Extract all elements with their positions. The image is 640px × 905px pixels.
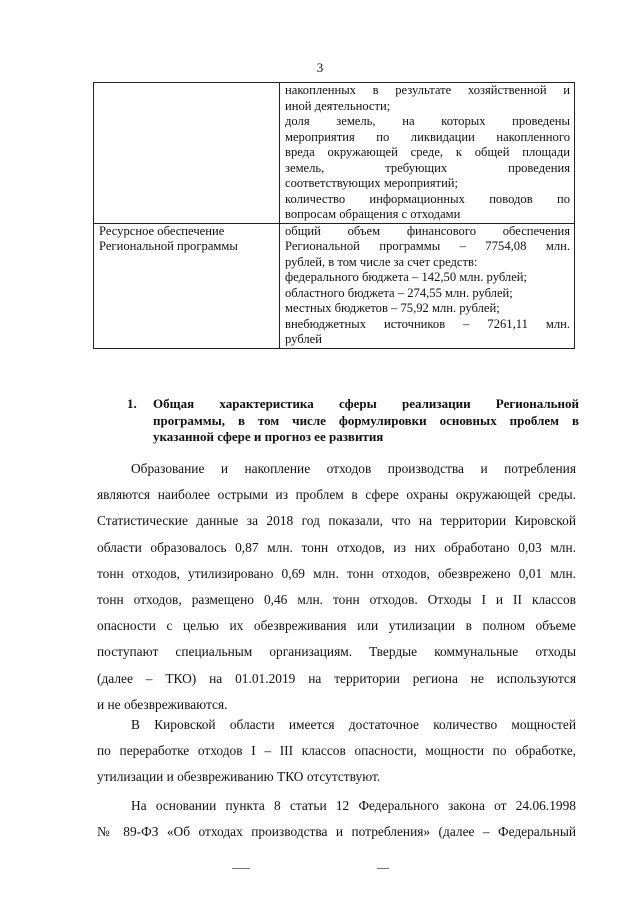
paragraph-line: тонн отходов, размещено 0,46 млн. тонн отходов. Отходы I и II классов	[97, 592, 576, 608]
table-row	[94, 83, 575, 224]
paragraph-line: Статистические данные за 2018 год показали, что на территории Кировской	[97, 513, 576, 529]
cell-text-line: иной деятельности;	[285, 98, 391, 113]
cell-text-line: местных бюджетов – 75,92 млн. рублей;	[285, 301, 500, 315]
cell-text-line: соответствующих мероприятий;	[285, 176, 459, 190]
cell-text-line: федерального бюджета – 142,50 млн. рублей;	[285, 270, 528, 284]
table-row	[94, 223, 575, 348]
cell-text-line: Региональной программы – 7754,08 млн.	[285, 239, 570, 253]
paragraph-line: по переработке отходов I – III классов опасности, мощности по обработке,	[97, 743, 576, 759]
table-cell-label	[94, 83, 280, 224]
cell-text-line: рублей	[285, 332, 322, 346]
cell-text-line: доля земель, на которых проведены	[285, 114, 570, 128]
section-title-line: программы, в том числе формулировки основных проблем в	[153, 412, 579, 428]
footer-scan-marks	[0, 868, 640, 874]
paragraph-line: На основании пункта 8 статьи 12 Федерального закона от 24.06.1998	[131, 798, 576, 813]
paragraph-capacities	[97, 712, 576, 791]
page-number: 3	[316, 60, 324, 75]
paragraph-line: являются наиболее острыми из проблем в сфере охраны окружающей среды.	[97, 487, 576, 503]
paragraph-line: № 89-ФЗ «Об отходах производства и потребления» (далее – Федеральный	[97, 824, 576, 840]
paragraph-line: В Кировской области имеется достаточное количество мощностей	[131, 717, 576, 732]
section-heading	[127, 396, 579, 446]
cell-text-line: мероприятия по ликвидации накопленного	[285, 129, 570, 144]
paragraph-line: и не обезвреживаются.	[97, 696, 228, 712]
cell-text-line: земель, требующих проведения	[285, 160, 570, 175]
cell-text-line: вопросам обращения с отходами	[285, 207, 461, 221]
program-passport-table	[93, 82, 575, 349]
cell-text-line: общий объем финансового обеспечения	[285, 223, 570, 238]
scan-mark	[232, 868, 250, 869]
section-title-line: указанной сфере и прогноз ее развития	[153, 429, 384, 444]
cell-text-line: внебюджетных источников – 7261,11 млн.	[285, 316, 570, 331]
cell-text-line: Ресурсное обеспечение	[99, 223, 225, 238]
paragraph-line: Образование и накопление отходов производства и потребления	[131, 461, 576, 476]
table-cell-label	[94, 223, 280, 348]
paragraph-line: опасности с целью их обезвреживания или утилизации в полном объеме	[97, 618, 576, 634]
cell-text-line: количество информационных поводов по	[285, 191, 570, 206]
paragraph-line: поступают специальным организациям. Твердые коммунальные отходы	[97, 644, 576, 660]
paragraph-waste-statistics	[97, 456, 576, 718]
paragraph-line: (далее – ТКО) на 01.01.2019 на территории региона не используются	[97, 670, 576, 686]
table-cell-value	[280, 83, 575, 224]
section-number: 1.	[127, 396, 137, 411]
cell-text-line: накопленных в результате хозяйственной и	[285, 83, 570, 97]
cell-text-line: рублей, в том числе за счет средств:	[285, 254, 478, 269]
paragraph-line: области образовалось 0,87 млн. тонн отходов, из них обработано 0,03 млн.	[97, 539, 576, 555]
section-title	[153, 396, 579, 446]
cell-text-line: Региональной программы	[99, 239, 238, 253]
paragraph-line: утилизации и обезвреживанию ТКО отсутствуют.	[97, 769, 381, 785]
paragraph-federal-law	[97, 793, 576, 845]
table-cell-value	[280, 223, 575, 348]
paragraph-line: тонн отходов, утилизировано 0,69 млн. тонн отходов, обезврежено 0,01 млн.	[97, 565, 576, 581]
section-title-line: Общая характеристика сферы реализации Региональной	[153, 396, 579, 411]
scan-mark	[377, 868, 389, 869]
cell-text-line: областного бюджета – 274,55 млн. рублей;	[285, 285, 513, 300]
cell-text-line: вреда окружающей среде, к общей площади	[285, 145, 570, 159]
